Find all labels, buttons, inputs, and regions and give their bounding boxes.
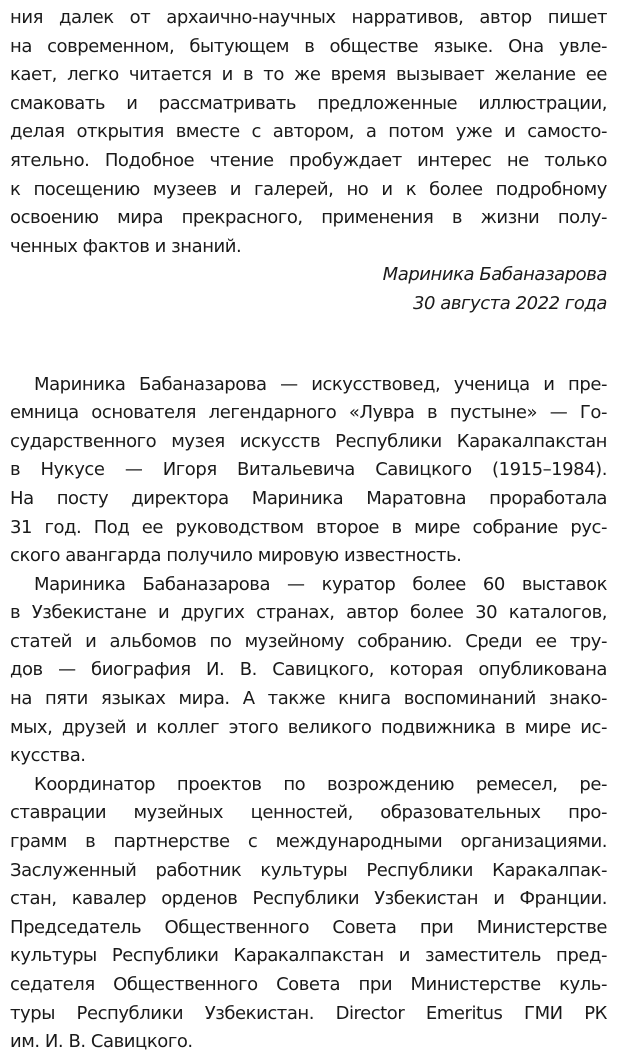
text-line: грамм в партнерстве с международными организациями. — [10, 831, 607, 853]
text-line: ченных фактов и знаний. — [10, 235, 242, 257]
text-line: на пяти языках мира. А также книга воспоминаний знако- — [10, 688, 607, 710]
text-line: седателя Общественного Совета при Министерстве куль- — [10, 974, 607, 995]
text-line: в Узбекистане и других странах, автор более 30 каталогов, — [10, 602, 607, 624]
bio-paragraph — [10, 371, 607, 571]
bio-paragraph — [10, 571, 607, 771]
text-line: смаковать и рассматривать предложенные иллюстрации, — [10, 92, 607, 114]
text-line: Мариника Бабаназарова — куратор более 60 выставок — [34, 573, 607, 595]
signature-name: Мариника Бабаназарова — [382, 264, 607, 286]
section-gap — [10, 319, 607, 371]
text-line: ния далек от архаично-научных нарративов, автор пишет — [10, 7, 607, 28]
text-line: стан, кавалер орденов Республики Узбекистан и Франции. — [10, 888, 607, 910]
bio-paragraph — [10, 771, 607, 1057]
text-line: Заслуженный работник культуры Республики Каракалпак- — [10, 859, 607, 881]
text-line: в Нукусе — Игоря Витальевича Савицкого (1915–1984). — [10, 459, 607, 481]
text-line: дов — биография И. В. Савицкого, которая опубликована — [10, 659, 607, 681]
book-page — [10, 4, 607, 1057]
text-line: культуры Республики Каракалпакстан и заместитель пред- — [10, 945, 607, 967]
text-line: на современном, бытующем в обществе языке. Она увле- — [10, 35, 607, 57]
text-line: делая открытия вместе с автором, а потом уже и самосто- — [10, 121, 607, 143]
text-line: емница основателя легендарного «Лувра в пустыне» — Го- — [10, 402, 607, 424]
text-line: сударственного музея искусств Республики Каракалпакстан — [10, 430, 607, 452]
text-line: кает, легко читается и в то же время вызывает желание ее — [10, 64, 607, 86]
text-line: мых, друзей и коллег этого великого подвижника в мире ис- — [10, 716, 607, 738]
signature-block — [10, 261, 607, 318]
text-line: Председатель Общественного Совета при Министерстве — [10, 916, 607, 938]
text-line: статей и альбомов по музейному собранию. Среди ее тру- — [10, 630, 607, 652]
signature-date: 30 августа 2022 года — [413, 292, 607, 314]
text-line: освоению мира прекрасного, применения в жизни полу- — [10, 207, 607, 229]
text-line: 31 год. Под ее руководством второе в мире собрание рус- — [10, 516, 607, 538]
text-line: туры Республики Узбекистан. Director Emeritus ГМИ РК — [10, 1002, 607, 1024]
text-line: ского авангарда получило мировую известность. — [10, 545, 462, 567]
text-line: ятельно. Подобное чтение пробуждает интерес не только — [10, 149, 607, 171]
text-line: ставрации музейных ценностей, образовательных про- — [10, 802, 607, 824]
text-line: кусства. — [10, 745, 86, 767]
text-line: им. И. В. Савицкого. — [10, 1031, 193, 1053]
text-line: Мариника Бабаназарова — искусствовед, ученица и пре- — [34, 373, 607, 395]
text-line: На посту директора Мариника Маратовна проработала — [10, 487, 607, 509]
intro-paragraph — [10, 4, 607, 261]
text-line: Координатор проектов по возрождению ремесел, ре- — [34, 773, 607, 795]
text-line: к посещению музеев и галерей, но и к более подробному — [10, 178, 607, 200]
